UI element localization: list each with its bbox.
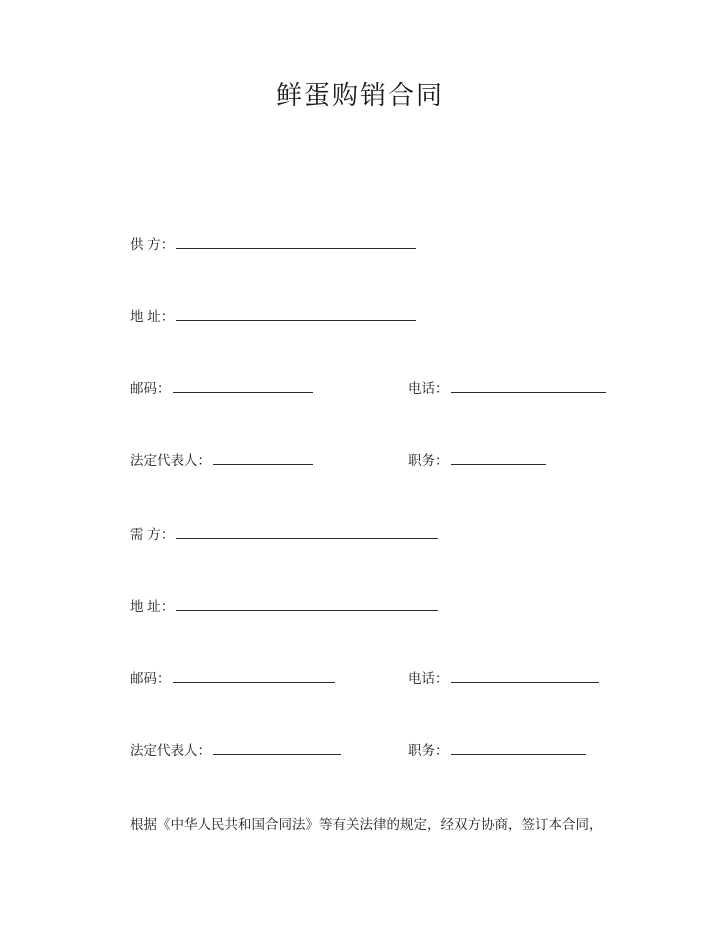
- field-label-buyer-legal-representative: 法定代表人：: [130, 743, 211, 758]
- field-buyer-phone[interactable]: [408, 667, 599, 689]
- field-input-buyer-legal-representative[interactable]: [213, 739, 341, 755]
- page-title: 鲜蛋购销合同: [275, 80, 444, 110]
- field-buyer-postcode[interactable]: [130, 667, 335, 689]
- field-label-buyer-name: 需 方：: [130, 527, 175, 542]
- field-label-supplier-name: 供 方：: [130, 237, 175, 252]
- field-buyer-job-title[interactable]: [408, 739, 586, 761]
- field-supplier-postcode[interactable]: [130, 377, 313, 399]
- field-buyer-address[interactable]: [130, 595, 438, 617]
- field-buyer-legal-representative[interactable]: [130, 739, 341, 761]
- field-supplier-legal-representative[interactable]: [130, 449, 313, 471]
- field-label-buyer-postcode: 邮码：: [130, 671, 171, 686]
- field-input-supplier-job-title[interactable]: [451, 449, 546, 465]
- field-input-buyer-job-title[interactable]: [451, 739, 586, 755]
- contract-preamble-paragraph: 根据《中华人民共和国合同法》等有关法律的规定，经双方协商，签订本合同，: [130, 817, 603, 832]
- field-input-buyer-name[interactable]: [176, 523, 438, 539]
- field-input-buyer-address[interactable]: [176, 595, 438, 611]
- field-input-buyer-phone[interactable]: [451, 667, 599, 683]
- field-input-buyer-postcode[interactable]: [173, 667, 335, 683]
- field-supplier-job-title[interactable]: [408, 449, 546, 471]
- field-buyer-name[interactable]: [130, 523, 438, 545]
- field-label-buyer-job-title: 职务：: [408, 743, 449, 758]
- field-supplier-phone[interactable]: [408, 377, 606, 399]
- field-label-supplier-postcode: 邮码：: [130, 381, 171, 396]
- form-row-supplier-address: [130, 305, 680, 327]
- form-row-buyer-representative: [130, 739, 680, 761]
- field-input-supplier-phone[interactable]: [451, 377, 606, 393]
- form-row-supplier-name: [130, 233, 680, 255]
- field-input-supplier-name[interactable]: [176, 233, 416, 249]
- field-label-supplier-address: 地 址：: [130, 309, 175, 324]
- field-label-supplier-phone: 电话：: [408, 381, 449, 396]
- field-input-supplier-legal-representative[interactable]: [213, 449, 313, 465]
- field-supplier-name[interactable]: [130, 233, 416, 255]
- field-input-supplier-address[interactable]: [176, 305, 416, 321]
- field-input-supplier-postcode[interactable]: [173, 377, 313, 393]
- form-row-buyer-name: [130, 523, 680, 545]
- field-label-buyer-phone: 电话：: [408, 671, 449, 686]
- form-row-supplier-representative: [130, 449, 680, 471]
- form-row-buyer-contact: [130, 667, 680, 689]
- form-row-buyer-address: [130, 595, 680, 617]
- form-row-supplier-contact: [130, 377, 680, 399]
- field-label-supplier-legal-representative: 法定代表人：: [130, 453, 211, 468]
- field-label-supplier-job-title: 职务：: [408, 453, 449, 468]
- field-supplier-address[interactable]: [130, 305, 416, 327]
- field-label-buyer-address: 地 址：: [130, 599, 175, 614]
